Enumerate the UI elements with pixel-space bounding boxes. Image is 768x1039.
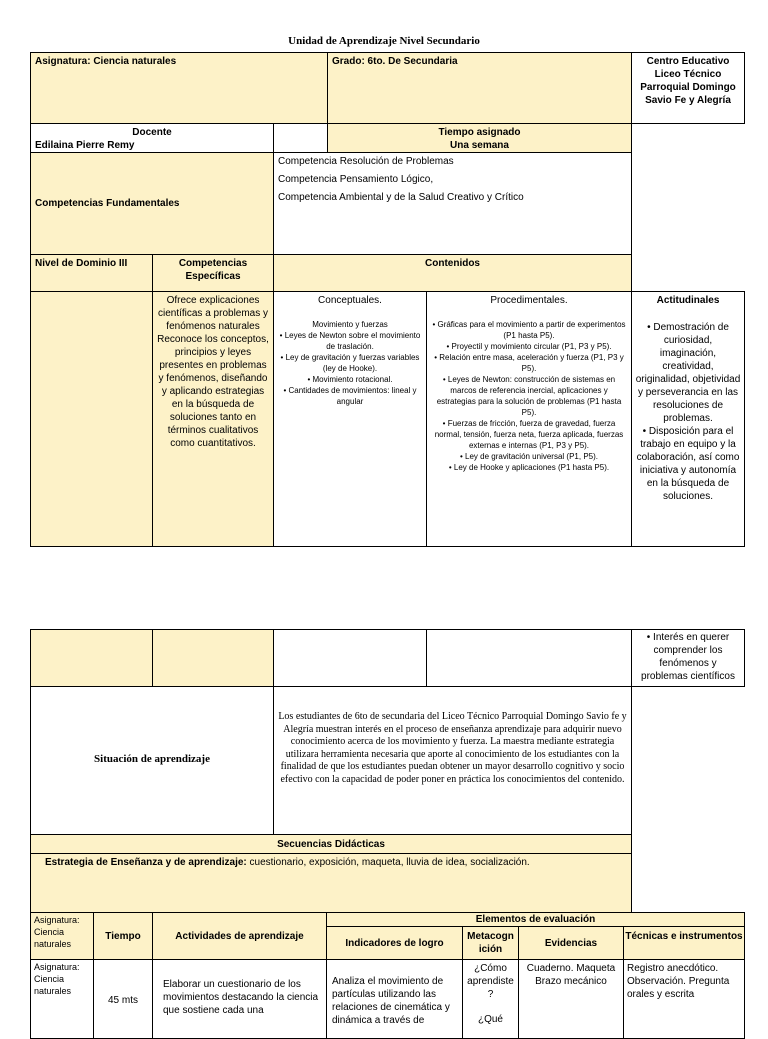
table-row-metacognicion [462,959,519,1039]
eval-metacognicion-label: Metacogn ición [467,931,514,955]
list-item: • Ley de gravitación universal (P1, P5). [460,452,598,461]
competencia-item: Competencia Resolución de Problemas [278,156,454,167]
eval-tecnicas-header [623,926,745,960]
eval-asignatura-header [30,912,94,960]
eval-tiempo-header [93,912,153,960]
list-item: • Disposición para el trabajo en equipo y la colaboración, así como iniciativa y autonomía en la búsqueda de soluciones. [636,426,740,502]
table-row-indicador [326,959,463,1039]
especificas-cell [152,291,274,547]
list-item: • Demostración de curiosidad, imaginación, creatividad, originalidad, objetividad y perseverancia en las resoluciones de problemas. [635,322,741,424]
secuencias-header-cell [30,834,632,854]
list-item: • Gráficas para el movimiento a partir de experimentos (P1 hasta P5). [432,320,626,340]
list-item: • Ley de gravitación y fuerzas variables (ley de Hooke). [280,353,420,373]
list-item: • Cantidades de movimientos: lineal y angular [283,386,417,406]
nivel-label-cell [30,254,153,292]
eval-tiempo-label: Tiempo [105,931,141,942]
list-item: • Fuerzas de fricción, fuerza de gravedad, fuerza normal, tensión, fuerza neta, fuerza aplicada, fuerzas externas e internas (P1, P3 y P5). [434,419,624,450]
estrategia-label: Estrategia de Enseñanza y de aprendizaje: [45,857,247,868]
continued-empty-cell-3 [273,629,427,687]
list-item: • Leyes de Newton sobre el movimiento de traslación. [279,331,421,351]
grado-cell [327,52,632,124]
row-asignatura: Asignatura: Ciencia naturales [34,962,80,996]
continued-empty-cell-1 [30,629,153,687]
docente-cell [30,123,274,153]
tiempo-cell [327,123,632,153]
grado-label: Grado: 6to. De Secundaria [332,56,458,67]
docente-gap-cell [273,123,328,153]
continued-empty-cell-2 [152,629,274,687]
especificas-text: Ofrece explicaciones científicas a problemas y fenómenos naturales Reconoce los conceptos, principios y leyes presentes en problemas y fenómenos, diseñando y aplicando estrategias en la búsqueda de soluciones tanto en términos cualitativos como cuantitativos. [157,295,269,449]
eval-indicadores-label: Indicadores de logro [345,938,444,949]
list-item: • Leyes de Newton: construcción de sistemas en marcos de referencia inercial, aplicaciones y estrategias para la solución de problemas (P1 hasta P5). [436,375,622,417]
procedimentales-label: Procedimentales. [490,295,568,306]
eval-evidencias-label: Evidencias [544,938,598,949]
conceptuales-label: Conceptuales. [318,295,382,306]
table-row-actividad [152,959,327,1039]
actitudinales-cell [631,291,745,547]
tiempo-label: Tiempo asignado [438,127,521,138]
conceptuales-intro: Movimiento y fuerzas [312,320,388,329]
centro-label: Centro Educativo Liceo Técnico Parroquial Domingo Savio Fe y Alegría [640,56,736,106]
secuencias-label: Secuencias Didácticas [277,839,385,850]
eval-elementos-label: Elementos de evaluación [475,914,596,925]
document-title: Unidad de Aprendizaje Nivel Secundario [288,35,480,47]
asignatura-cell [30,52,328,124]
situacion-label-cell [30,686,274,835]
conceptuales-cell [273,291,427,547]
tiempo-value: Una semana [450,140,509,151]
especificas-label-cell [152,254,274,292]
eval-indicadores-header [326,926,463,960]
eval-evidencias-header [518,926,624,960]
competencia-item: Competencia Ambiental y de la Salud Creativo y Crítico [278,192,524,203]
list-item: • Relación entre masa, aceleración y fuerza (P1, P3 y P5). [434,353,624,373]
row-tiempo: 45 mts [107,995,138,1006]
table-row-evidencias [518,959,624,1039]
list-item: • Interés en querer comprender los fenómenos y problemas científicos [641,632,735,682]
row-tecnicas: Registro anecdótico. Observación. Pregunta orales y escrita [627,963,730,1000]
centro-cell [631,52,745,124]
competencias-label: Competencias Fundamentales [35,198,180,209]
eval-elementos-header [326,912,745,927]
eval-actividades-label: Actividades de aprendizaje [175,931,304,942]
especificas-label: Competencias Específicas [178,258,248,282]
row-evidencias: Cuaderno. Maqueta Brazo mecánico [526,963,616,987]
eval-metacognicion-header [462,926,519,960]
situacion-text-cell [273,686,632,835]
contenidos-label: Contenidos [425,258,480,269]
row-metacognicion: ¿Cómo aprendiste ? [467,963,514,1000]
actitudinales-label: Actitudinales [656,295,720,306]
competencias-list-cell [273,152,632,255]
row-actividad: Elaborar un cuestionario de los movimientos destacando la ciencia que sostiene cada una [163,979,319,1016]
list-item: • Proyectil y movimiento circular (P1, P3 y P5). [446,342,612,351]
competencias-label-cell [30,152,274,255]
docente-label: Docente [132,127,172,138]
nivel-label: Nivel de Dominio III [35,258,128,269]
competencia-item: Competencia Pensamiento Lógico, [278,174,434,185]
procedimentales-cell [426,291,632,547]
docente-name: Edilaina Pierre Remy [35,140,135,151]
nivel-empty-cell [30,291,153,547]
actitudinales-continued-cell [631,629,745,687]
list-item: • Movimiento rotacional. [307,375,393,384]
continued-empty-cell-4 [426,629,632,687]
eval-tecnicas-label: Técnicas e instrumentos [625,931,743,942]
table-row-tecnicas [623,959,745,1039]
row-metacognicion-2: ¿Qué [477,1014,503,1025]
eval-actividades-header [152,912,327,960]
table-row-asignatura [30,959,94,1039]
estrategia-value: cuestionario, exposición, maqueta, lluvia de idea, socialización. [246,857,530,868]
estrategia-cell [30,853,632,913]
situacion-label: Situación de aprendizaje [94,753,210,765]
contenidos-label-cell [273,254,632,292]
situacion-text: Los estudiantes de 6to de secundaria del Liceo Técnico Parroquial Domingo Savio fe y Alegría muestran interés en el proceso de enseñanza aprendizaje para adquirir nuevo conocimiento acerca de los movimiento y fuerza. La maestra mediante estrategia utilizara herramienta necesaria que aporte al conocimiento de los estudiantes con la finalidad de que los estudiantes puedan obtener un mayor desarrollo cognitivo y socio efectivo con la capacidad de poder poner en práctica los conocimientos del contenido. [278,711,627,785]
asignatura-label: Asignatura: Ciencia naturales [35,56,177,67]
table-row-tiempo [93,959,153,1039]
eval-asignatura-label: Asignatura: Ciencia naturales [34,915,80,949]
row-indicador: Analiza el movimiento de partículas utilizando las relaciones de cinemática y dinámica a través de [332,976,450,1026]
list-item: • Ley de Hooke y aplicaciones (P1 hasta P5). [448,463,610,472]
